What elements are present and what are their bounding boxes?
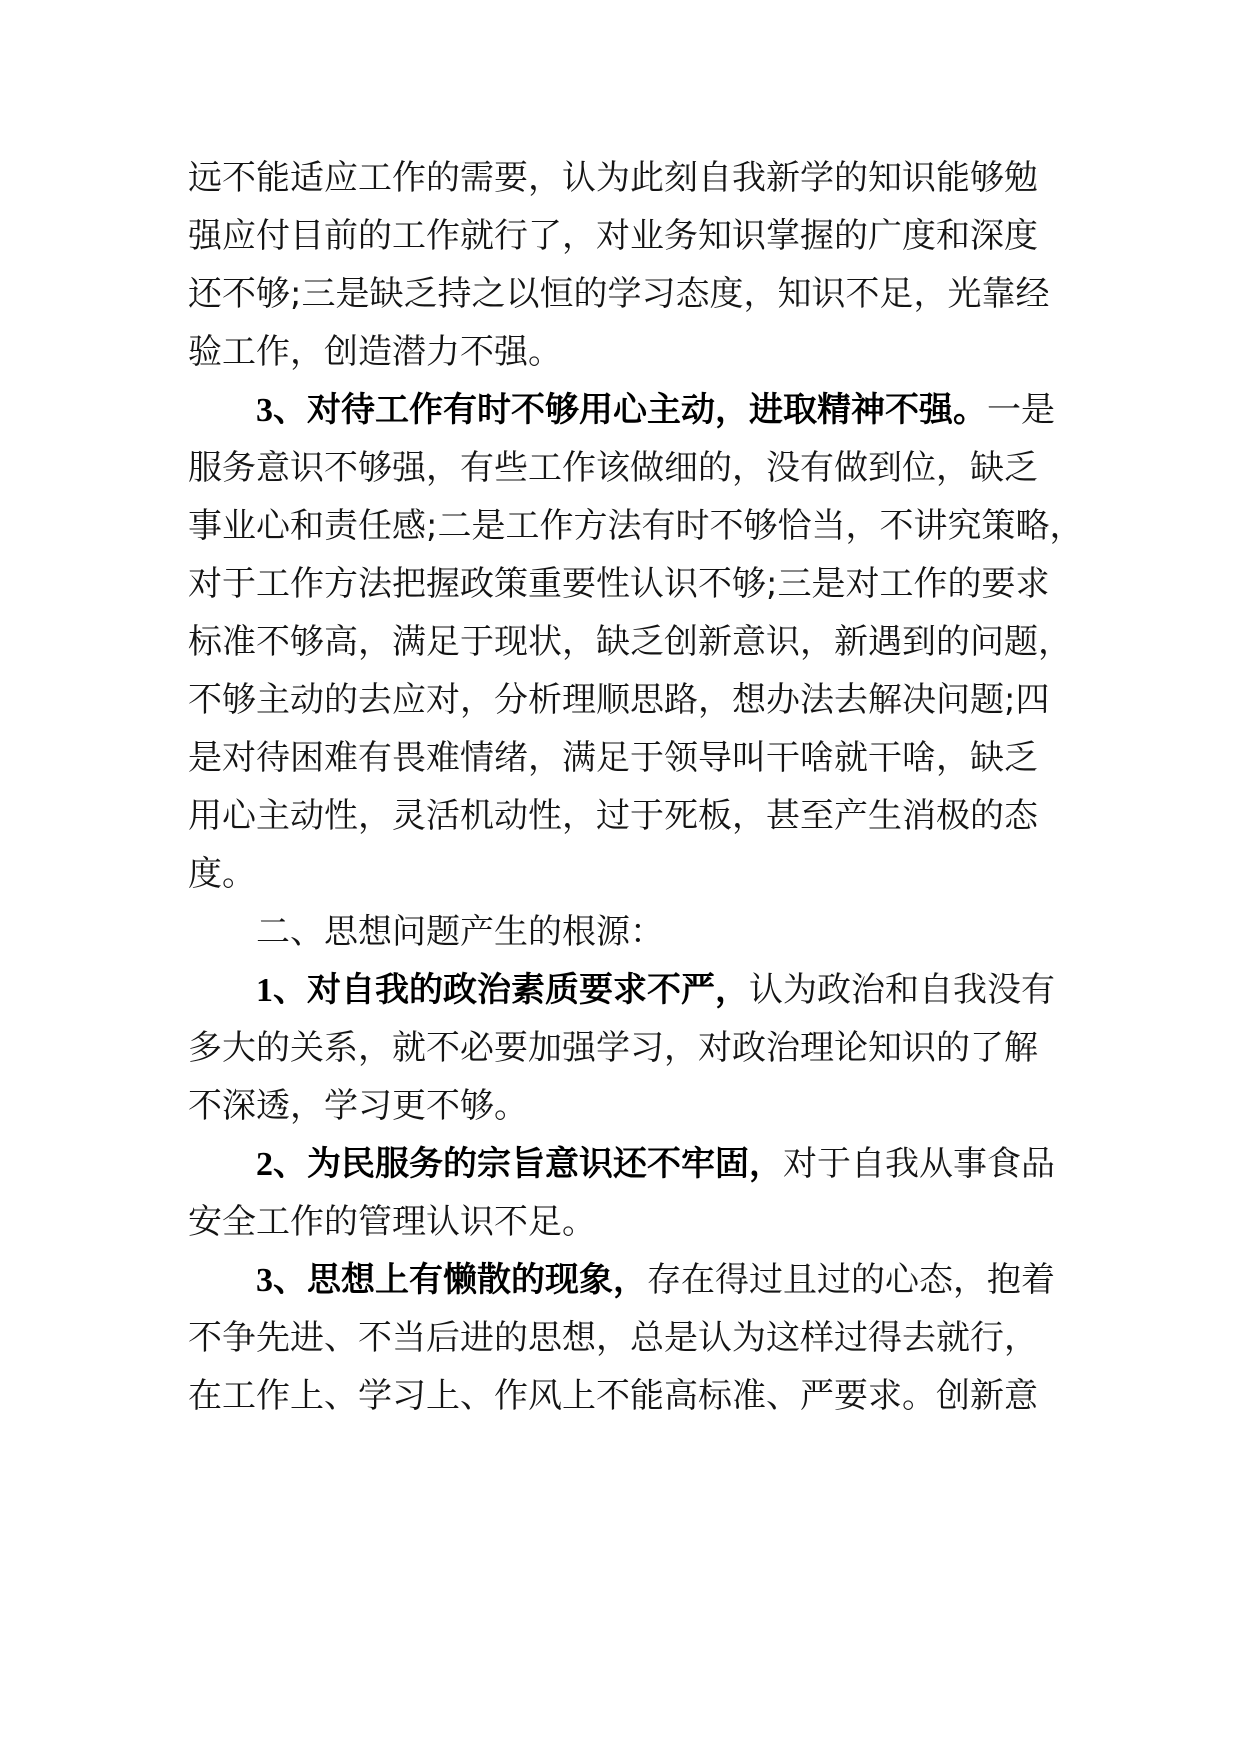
paragraph-line: 是对待困难有畏难情绪，满足于领导叫干啥就干啥，缺乏 <box>188 738 1038 778</box>
paragraph-line: 在工作上、学习上、作风上不能高标准、严要求。创新意 <box>188 1376 1038 1416</box>
section-lead-text: 对于自我从事食品 <box>783 1144 1055 1184</box>
section-number: 3、 <box>256 1262 307 1299</box>
section-lead-text: 一是 <box>987 390 1055 430</box>
paragraph-line: 不深透，学习更不够。 <box>188 1086 528 1126</box>
root-2-first-line <box>256 1140 1055 1189</box>
paragraph-line: 服务意识不够强，有些工作该做细的，没有做到位，缺乏 <box>188 448 1038 488</box>
section-heading: 为民服务的宗旨意识还不牢固， <box>307 1144 783 1184</box>
section-heading: 对待工作有时不够用心主动，进取精神不强。 <box>307 390 987 430</box>
root-3-first-line <box>256 1256 1055 1305</box>
paragraph-line: 不争先进、不当后进的思想，总是认为这样过得去就行， <box>188 1318 1038 1358</box>
root-1-first-line <box>256 966 1055 1015</box>
section-lead-text: 存在得过且过的心态，抱着 <box>647 1260 1055 1300</box>
paragraph-line: 安全工作的管理认识不足。 <box>188 1202 596 1242</box>
paragraph-line: 还不够;三是缺乏持之以恒的学习态度，知识不足，光靠经 <box>188 274 1050 314</box>
section-lead-text: 认为政治和自我没有 <box>749 970 1055 1010</box>
section-3-first-line <box>256 386 1055 435</box>
section-number: 2、 <box>256 1146 307 1183</box>
paragraph-line: 远不能适应工作的需要，认为此刻自我新学的知识能够勉 <box>188 158 1038 198</box>
paragraph-line: 度。 <box>188 854 256 894</box>
paragraph-line: 验工作，创造潜力不强。 <box>188 332 562 372</box>
paragraph-line: 标准不够高，满足于现状，缺乏创新意识，新遇到的问题， <box>188 622 1072 662</box>
paragraph-line: 不够主动的去应对，分析理顺思路，想办法去解决问题;四 <box>188 680 1050 720</box>
paragraph-line: 事业心和责任感;二是工作方法有时不够恰当，不讲究策略， <box>188 506 1084 546</box>
paragraph-line: 多大的关系，就不必要加强学习，对政治理论知识的了解 <box>188 1028 1038 1068</box>
paragraph-line: 用心主动性，灵活机动性，过于死板，甚至产生消极的态 <box>188 796 1038 836</box>
part-2-heading: 二、思想问题产生的根源： <box>256 912 664 952</box>
section-heading: 对自我的政治素质要求不严， <box>307 970 749 1010</box>
section-heading: 思想上有懒散的现象， <box>307 1260 647 1300</box>
section-number: 1、 <box>256 972 307 1009</box>
paragraph-line: 对于工作方法把握政策重要性认识不够;三是对工作的要求 <box>188 564 1050 604</box>
section-number: 3、 <box>256 392 307 429</box>
paragraph-line: 强应付目前的工作就行了，对业务知识掌握的广度和深度 <box>188 216 1038 256</box>
